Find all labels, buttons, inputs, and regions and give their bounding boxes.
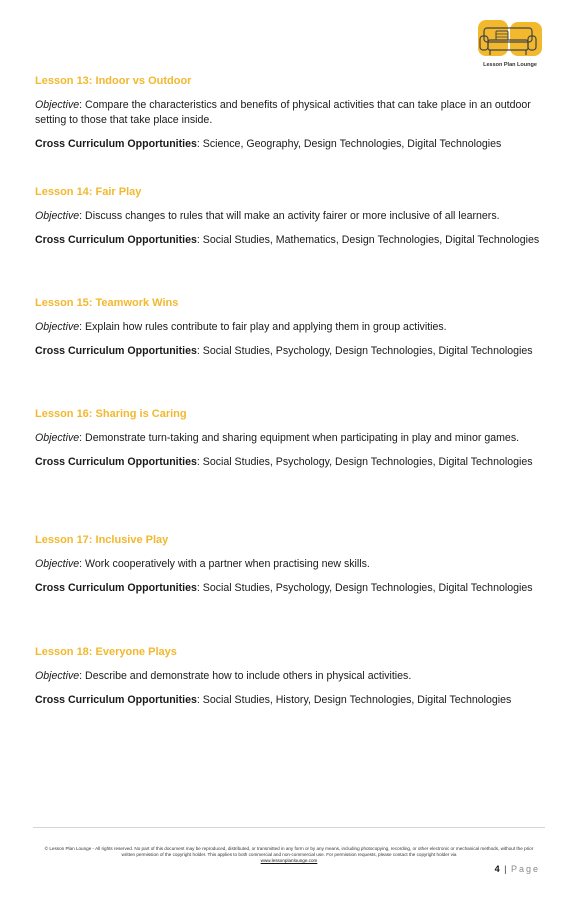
lesson-objective bbox=[35, 320, 547, 335]
cross-curriculum-label: Cross Curriculum Opportunities bbox=[35, 345, 197, 357]
lesson-title: Lesson 14: Fair Play bbox=[35, 186, 142, 198]
cross-curriculum-text: : Social Studies, Psychology, Design Technologies, Digital Technologies bbox=[196, 582, 533, 594]
cross-curriculum-label: Cross Curriculum Opportunities bbox=[35, 694, 197, 706]
objective-text: : Describe and demonstrate how to include others in physical activities. bbox=[79, 670, 412, 682]
lesson-cross-curriculum bbox=[35, 581, 547, 596]
lesson-title: Lesson 15: Teamwork Wins bbox=[35, 297, 179, 309]
objective-label: Objective bbox=[35, 321, 80, 333]
footer-divider bbox=[33, 827, 545, 828]
lesson-objective bbox=[35, 431, 547, 446]
lesson-objective bbox=[35, 557, 547, 572]
cross-curriculum-text: : Social Studies, Psychology, Design Technologies, Digital Technologies bbox=[196, 345, 533, 357]
footer-copyright: © Lesson Plan Lounge - All rights reserved. No part of this document may be reproduced, distributed, or transmitted in any form or by any means, including photocopying, recording, or other electronic or mechanical methods, without the prior written permission of the copyright holder. This applies to both commercial and non-commercial use. For permission requests, please contact the copyright holder via bbox=[44, 846, 534, 857]
lesson-block bbox=[35, 296, 547, 359]
lesson-objective bbox=[35, 209, 547, 224]
cross-curriculum-text: : Social Studies, Mathematics, Design Technologies, Digital Technologies bbox=[196, 234, 540, 246]
lesson-cross-curriculum bbox=[35, 137, 547, 152]
logo-text: Lesson Plan Lounge bbox=[483, 62, 537, 68]
lesson-block bbox=[35, 533, 547, 596]
objective-label: Objective bbox=[35, 99, 80, 111]
objective-text: : Explain how rules contribute to fair play and applying them in group activities. bbox=[79, 321, 447, 333]
objective-text: : Demonstrate turn-taking and sharing equipment when participating in play and minor games. bbox=[79, 432, 520, 444]
lesson-title: Lesson 17: Inclusive Play bbox=[35, 534, 169, 546]
objective-text: : Work cooperatively with a partner when practising new skills. bbox=[79, 558, 370, 570]
lesson-cross-curriculum bbox=[35, 233, 547, 248]
lesson-title: Lesson 18: Everyone Plays bbox=[35, 646, 177, 658]
lesson-block bbox=[35, 407, 547, 470]
cross-curriculum-label: Cross Curriculum Opportunities bbox=[35, 582, 197, 594]
cross-curriculum-text: : Science, Geography, Design Technologies, Digital Technologies bbox=[196, 138, 502, 150]
lesson-title: Lesson 16: Sharing is Caring bbox=[35, 408, 187, 420]
lesson-title: Lesson 13: Indoor vs Outdoor bbox=[35, 75, 192, 87]
lesson-cross-curriculum bbox=[35, 344, 547, 359]
objective-text: : Discuss changes to rules that will make an activity fairer or more inclusive of all learners. bbox=[79, 210, 500, 222]
objective-label: Objective bbox=[35, 670, 80, 682]
page-number bbox=[495, 864, 540, 874]
cross-curriculum-label: Cross Curriculum Opportunities bbox=[35, 234, 197, 246]
lesson-objective bbox=[35, 669, 547, 684]
objective-label: Objective bbox=[35, 432, 80, 444]
footer-website-link[interactable]: www.lessonplanlounge.com bbox=[260, 858, 318, 863]
cross-curriculum-label: Cross Curriculum Opportunities bbox=[35, 138, 197, 150]
lesson-cross-curriculum bbox=[35, 693, 547, 708]
page-number-separator: | bbox=[504, 864, 508, 874]
sofa-icon bbox=[474, 18, 546, 62]
lesson-cross-curriculum bbox=[35, 455, 547, 470]
page-word: Page bbox=[510, 864, 540, 874]
lesson-block bbox=[35, 185, 547, 248]
cross-curriculum-label: Cross Curriculum Opportunities bbox=[35, 456, 197, 468]
page-number-value: 4 bbox=[494, 864, 501, 874]
lesson-block bbox=[35, 645, 547, 708]
objective-label: Objective bbox=[35, 558, 80, 570]
lesson-objective bbox=[35, 98, 547, 128]
cross-curriculum-text: : Social Studies, History, Design Technologies, Digital Technologies bbox=[196, 694, 512, 706]
lesson-block bbox=[35, 74, 547, 152]
objective-text: : Compare the characteristics and benefits of physical activities that can take place in an outdoor setting to those that take place inside. bbox=[35, 99, 531, 126]
objective-label: Objective bbox=[35, 210, 80, 222]
brand-logo bbox=[474, 18, 546, 72]
cross-curriculum-text: : Social Studies, Psychology, Design Technologies, Digital Technologies bbox=[196, 456, 533, 468]
